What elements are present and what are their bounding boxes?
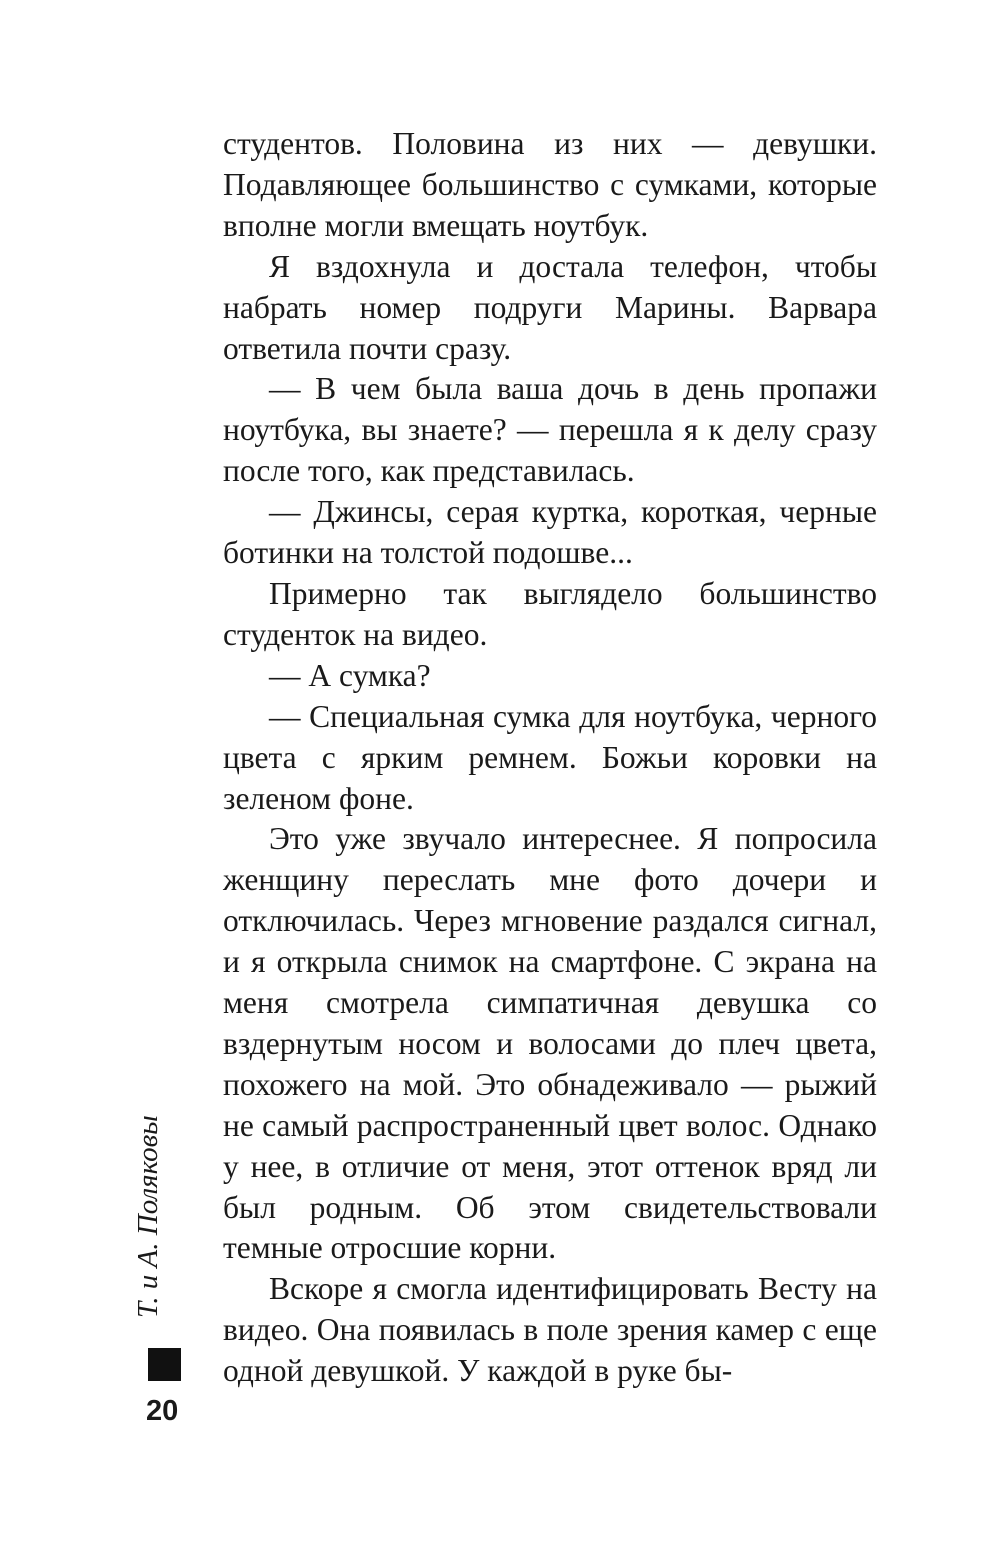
paragraph-8: Это уже звучало интереснее. Я попросила женщину переслать мне фото дочери и отключилась. Через мгновение раздался сигнал, и я открыла снимок на смартфоне. С экрана на меня смотрела симпатичная девушка со вздернутым носом и волосами до плеч цвета, похожего на мой. Это обнадеживало — рыжий не самый распространенный цвет волос. Однако у нее, в отличие от меня, этот оттенок вряд ли был родным. Об этом свидетельствовали темные отросшие корни. xyxy=(223,821,877,1266)
running-header-author: Т. и А. Поляковы xyxy=(132,1115,164,1318)
paragraph-6: — А сумка? xyxy=(269,657,431,693)
paragraph-9: Вскоре я смогла идентифицировать Весту на видео. Она появилась в поле зрения камер с еще одной девушкой. У каждой в руке бы- xyxy=(223,1271,877,1389)
body-text xyxy=(223,124,877,1392)
paragraph-1: студентов. Половина из них — девушки. Подавляющее большинство с сумками, которые вполне могли вмещать ноутбук. xyxy=(223,126,877,243)
paragraph-3: — В чем была ваша дочь в день пропажи ноутбука, вы знаете? — перешла я к делу сразу после того, как представилась. xyxy=(223,371,877,489)
paragraph-7: — Специальная сумка для ноутбука, черного цвета с ярким ремнем. Божьи коровки на зеленом фоне. xyxy=(223,698,877,816)
page-number: 20 xyxy=(146,1395,179,1427)
paragraph-4: — Джинсы, серая куртка, короткая, черные ботинки на толстой подошве... xyxy=(223,494,877,571)
paragraph-2: Я вздохнула и достала телефон, чтобы набрать номер подруги Марины. Варвара ответила почти сразу. xyxy=(223,248,877,366)
paragraph-5: Примерно так выглядело большинство студенток на видео. xyxy=(223,575,877,652)
page-marker-square xyxy=(148,1348,181,1381)
